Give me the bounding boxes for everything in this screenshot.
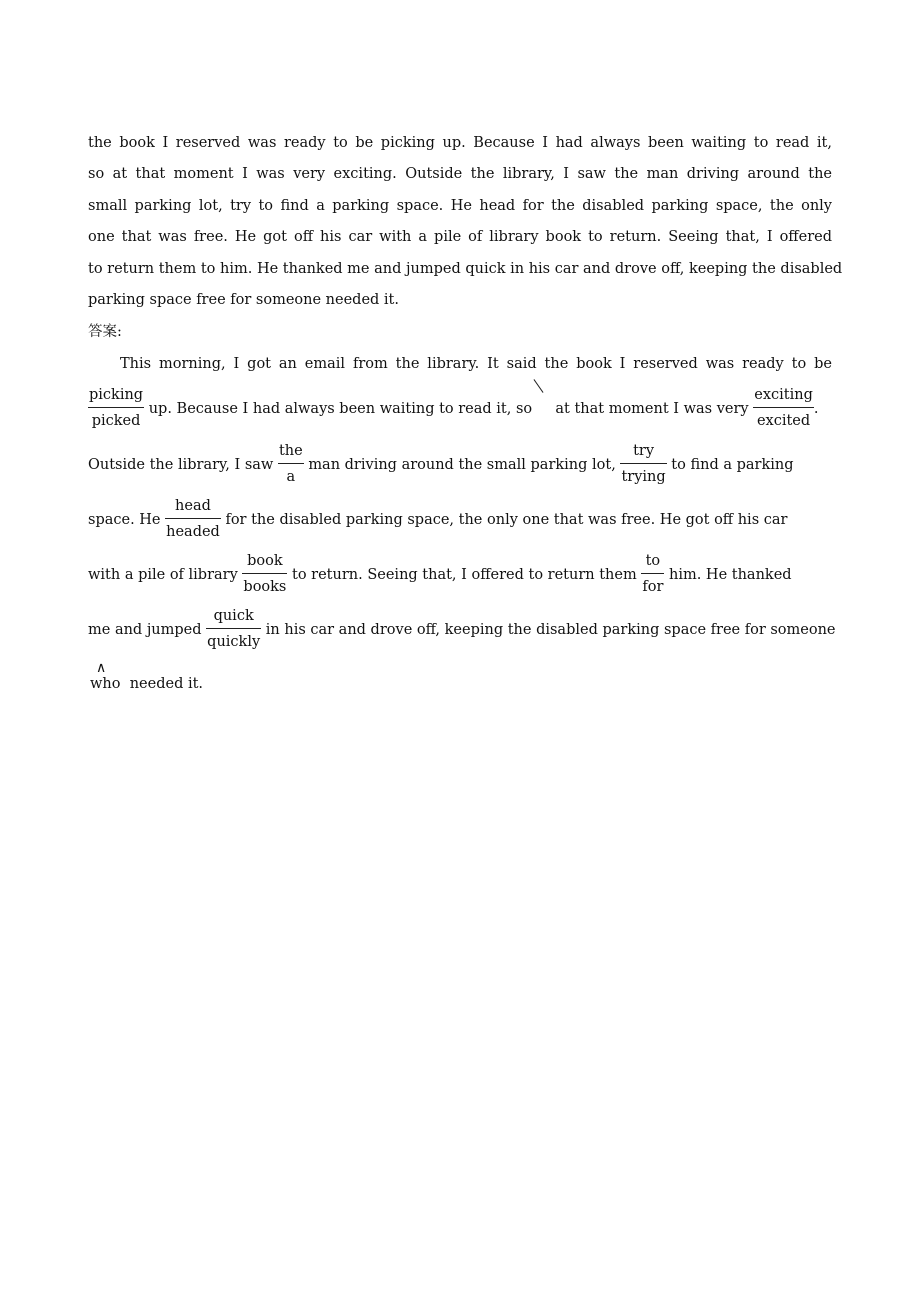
answer-text: up. Because I had always been waiting to read it, so [148,401,533,417]
answer-text: man driving around the small parking lot, [308,457,616,473]
answer-text: him. He thanked [668,567,792,583]
answer-text: for the disabled parking space, the only one that was free. He got off his car [225,512,788,528]
answer-text: to find a parking [671,457,794,473]
correction-try [620,441,666,487]
answer-line-7 [90,676,203,692]
original-line-3: small parking lot, try to find a parking space. He head for the disabled parking space, the only [88,198,832,214]
answer-text: with a pile of library [88,567,238,583]
wrong-word: exciting [753,385,814,408]
original-line-5: to return them to him. He thanked me and jumped quick in his car and drove off, keeping the disabled [88,261,843,277]
answer-text: needed it. [129,676,204,692]
original-line-1: the book I reserved was ready to be picking up. Because I had always been waiting to read it, [88,135,832,151]
wrong-word: head [165,496,221,519]
correction-picking [88,385,144,431]
insert-caret-mark: ∧ [96,660,107,676]
right-word: quickly [207,634,261,650]
correction-to [641,551,664,597]
right-word: picked [91,413,141,429]
correction-exciting [753,385,814,431]
inserted-word: who [90,676,121,692]
answer-text: me and jumped [88,622,202,638]
answer-line-2 [88,386,832,432]
answer-line-6 [88,607,836,653]
answer-line-1: This morning, I got an email from the library. It said the book I reserved was ready to be [120,356,832,372]
right-word: trying [621,469,666,485]
wrong-word: to [641,551,664,574]
correction-head [165,496,221,542]
answer-text: in his car and drove off, keeping the disabled parking space free for someone [265,622,836,638]
answer-text: space. He [88,512,161,528]
correction-quick [206,606,261,652]
right-word: for [642,579,664,595]
correction-book [242,551,287,597]
delete-mark [532,386,546,402]
right-word: a [286,469,296,485]
wrong-word: the [278,441,304,464]
wrong-word: book [242,551,287,574]
original-line-2: so at that moment I was very exciting. Outside the library, I saw the man driving around the [88,166,832,182]
answer-text: at that moment I was very [555,401,749,417]
answer-text: . [813,401,819,417]
right-word: books [243,579,287,595]
right-word: excited [756,413,811,429]
answer-line-5 [88,552,832,598]
answer-text: Outside the library, I saw [88,457,274,473]
answer-label: 答案: [88,324,122,340]
correction-the [278,441,304,487]
original-line-6: parking space free for someone needed it. [88,292,399,308]
wrong-word: picking [88,385,144,408]
wrong-word: try [620,441,666,464]
answer-line-3 [88,442,832,488]
original-line-4: one that was free. He got off his car with a pile of library book to return. Seeing that, I offered [88,229,832,245]
right-word: headed [166,524,220,540]
answer-line-4 [88,497,832,543]
answer-text: to return. Seeing that, I offered to return them [292,567,637,583]
wrong-word: quick [206,606,261,629]
